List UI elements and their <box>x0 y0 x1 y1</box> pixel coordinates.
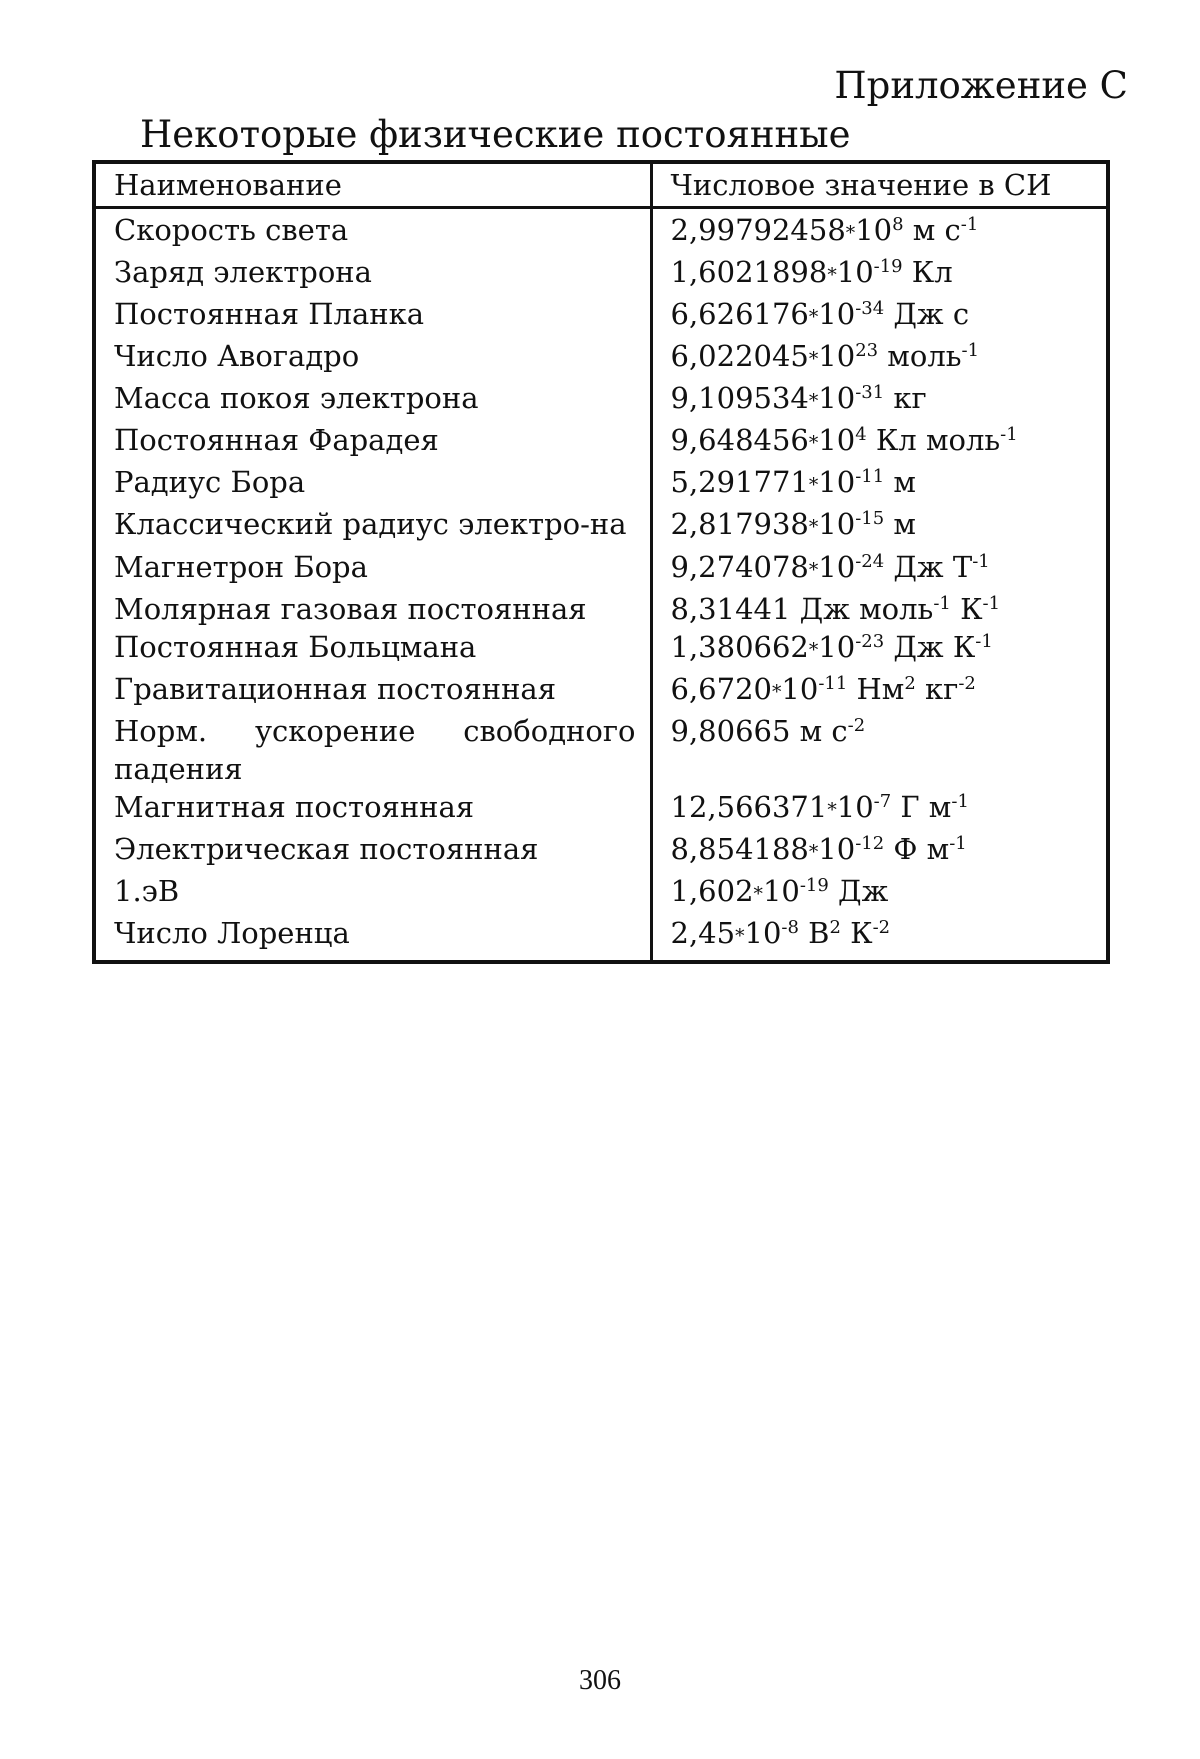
value-exponent: -23 <box>855 630 885 652</box>
value-text: Кл <box>902 255 953 290</box>
value-text: Дж К <box>884 629 976 664</box>
value-text: В <box>798 915 830 950</box>
constant-name: Число Авогадро <box>96 337 651 379</box>
value-text: Дж <box>828 873 889 908</box>
constant-value <box>651 337 1106 379</box>
constant-name: Молярная газовая постоянная <box>96 590 651 628</box>
constant-value <box>651 670 1106 712</box>
value-exponent: -7 <box>873 790 892 812</box>
constants-table <box>92 160 1110 964</box>
multiply-sign: * <box>771 681 782 703</box>
value-text: 10 <box>762 873 800 908</box>
constant-value <box>651 788 1106 830</box>
value-exponent: 2 <box>829 917 841 938</box>
constant-name: Норм. ускорение свободного падения <box>96 712 651 788</box>
table-row <box>96 253 1106 295</box>
value-exponent: -2 <box>958 672 976 694</box>
value-text: 10 <box>818 423 856 458</box>
table-row <box>96 295 1106 337</box>
page-number: 306 <box>579 1665 621 1696</box>
value-text: 6,022045 <box>670 339 809 374</box>
constant-name: Гравитационная постоянная <box>96 670 651 712</box>
value-exponent: -11 <box>855 466 885 488</box>
multiply-sign: * <box>808 349 819 371</box>
value-text: 2,99792458 <box>670 213 846 247</box>
constant-value <box>651 208 1106 254</box>
multiply-sign: * <box>808 517 819 539</box>
table-header-row <box>96 164 1106 208</box>
table-row <box>96 505 1106 547</box>
value-text: 10 <box>781 671 819 706</box>
value-text: 1,380662 <box>670 629 809 664</box>
value-exponent: -1 <box>961 340 980 362</box>
multiply-sign: * <box>735 925 745 947</box>
value-exponent: -15 <box>855 508 885 530</box>
constant-name: Число Лоренца <box>96 914 651 960</box>
value-text: 10 <box>818 339 856 374</box>
value-exponent: -12 <box>855 832 885 854</box>
table-row <box>96 628 1106 670</box>
value-exponent: 8 <box>892 214 904 236</box>
value-text: 5,291771 <box>670 465 809 500</box>
value-text: 1,602 <box>670 873 754 908</box>
constant-name: Магнетрон Бора <box>96 548 651 590</box>
multiply-sign: * <box>808 559 819 581</box>
value-text: К <box>950 591 983 626</box>
value-text: Дж с <box>884 297 970 332</box>
table-row <box>96 872 1106 914</box>
constant-value <box>651 872 1106 914</box>
value-exponent: -1 <box>949 832 967 854</box>
value-text: Г м <box>891 789 952 824</box>
value-exponent: -1 <box>1000 424 1018 446</box>
constant-name: 1.эВ <box>96 872 651 914</box>
constant-value <box>651 295 1106 337</box>
table-row <box>96 788 1106 830</box>
table-row <box>96 379 1106 421</box>
value-text: 9,109534 <box>670 381 809 416</box>
value-text: Нм <box>847 671 905 706</box>
value-text: 10 <box>818 507 856 542</box>
multiply-sign: * <box>808 307 819 329</box>
value-text: 8,854188 <box>670 831 809 866</box>
column-header-value: Числовое значение в СИ <box>651 164 1106 208</box>
value-exponent: -2 <box>872 917 891 938</box>
table-row <box>96 463 1106 505</box>
table-row <box>96 208 1106 254</box>
table-row <box>96 712 1106 788</box>
value-exponent: 2 <box>904 672 916 694</box>
table-row <box>96 830 1106 872</box>
multiply-sign: * <box>808 841 819 863</box>
value-text: кг <box>915 671 959 706</box>
table-row <box>96 548 1106 590</box>
constant-value <box>651 421 1106 463</box>
table-row <box>96 914 1106 960</box>
multiply-sign: * <box>808 475 819 497</box>
multiply-sign: * <box>845 223 856 245</box>
value-exponent: 4 <box>855 424 867 446</box>
value-text: 10 <box>818 297 856 332</box>
value-exponent: -1 <box>982 592 1001 614</box>
constant-value <box>651 463 1106 505</box>
constant-name: Электрическая постоянная <box>96 830 651 872</box>
constant-value <box>651 590 1106 628</box>
value-text: 10 <box>818 549 856 584</box>
value-text: 10 <box>818 381 856 416</box>
constant-name: Классический радиус электро-на <box>96 505 651 547</box>
table-row <box>96 421 1106 463</box>
value-text: Кл моль <box>866 423 1001 458</box>
appendix-label: Приложение С <box>834 64 1128 107</box>
multiply-sign: * <box>808 639 819 661</box>
value-text: 10 <box>818 831 856 866</box>
value-exponent: -1 <box>951 790 969 812</box>
constant-name: Магнитная постоянная <box>96 788 651 830</box>
table-row <box>96 590 1106 628</box>
value-text: 6,6720 <box>670 671 772 706</box>
value-text: 12,566371 <box>670 789 828 824</box>
value-exponent: 23 <box>855 340 879 362</box>
constant-name: Постоянная Планка <box>96 295 651 337</box>
page-title: Некоторые физические постоянные <box>140 113 851 156</box>
value-text: 1,6021898 <box>670 255 828 290</box>
multiply-sign: * <box>808 391 819 413</box>
value-exponent: -24 <box>855 550 885 572</box>
value-text: 10 <box>836 789 874 824</box>
value-text: Дж Т <box>884 549 973 584</box>
value-text: 9,648456 <box>670 423 809 458</box>
value-text: Ф м <box>884 831 950 866</box>
value-text: м с <box>903 213 961 247</box>
value-text: 2,45 <box>670 915 736 950</box>
constant-name: Заряд электрона <box>96 253 651 295</box>
value-text: 9,80665 м с <box>670 713 848 748</box>
value-text: кг <box>884 381 927 416</box>
table-body <box>96 208 1106 960</box>
constant-value <box>651 379 1106 421</box>
value-text: 10 <box>744 915 782 950</box>
value-exponent: -34 <box>855 298 885 320</box>
constant-value <box>651 253 1106 295</box>
value-exponent: -11 <box>818 672 848 694</box>
value-text: 6,626176 <box>670 297 809 332</box>
value-exponent: -8 <box>781 917 799 938</box>
value-text: 10 <box>836 255 874 290</box>
constant-value <box>651 505 1106 547</box>
constant-name: Постоянная Больцмана <box>96 628 651 670</box>
multiply-sign: * <box>827 265 837 287</box>
value-text: м <box>884 507 916 542</box>
constant-name: Радиус Бора <box>96 463 651 505</box>
multiply-sign: * <box>753 883 763 905</box>
value-exponent: -1 <box>972 550 990 572</box>
column-header-name: Наименование <box>96 164 651 208</box>
value-text: 8,31441 Дж моль <box>670 591 934 626</box>
value-text: 9,274078 <box>670 549 809 584</box>
value-text: м <box>884 465 916 500</box>
constant-value <box>651 712 1106 788</box>
value-text: 10 <box>818 629 856 664</box>
constant-value <box>651 548 1106 590</box>
value-exponent: -19 <box>799 874 829 896</box>
constant-value <box>651 628 1106 670</box>
value-exponent: -31 <box>855 382 885 404</box>
value-text: 2,817938 <box>670 507 809 542</box>
value-exponent: -2 <box>847 714 866 736</box>
constant-value <box>651 830 1106 872</box>
table-row <box>96 670 1106 712</box>
constant-name: Постоянная Фарадея <box>96 421 651 463</box>
value-text: 10 <box>818 465 856 500</box>
multiply-sign: * <box>827 799 837 821</box>
constant-value <box>651 914 1106 960</box>
value-exponent: -1 <box>933 592 951 614</box>
multiply-sign: * <box>808 433 819 455</box>
value-exponent: -19 <box>873 256 903 278</box>
value-text: К <box>840 915 873 950</box>
table-row <box>96 337 1106 379</box>
constant-name: Масса покоя электрона <box>96 379 651 421</box>
value-exponent: -1 <box>975 630 993 652</box>
value-exponent: -1 <box>960 214 979 236</box>
constant-name: Скорость света <box>96 208 651 254</box>
value-text: моль <box>878 339 962 374</box>
value-text: 10 <box>855 213 893 247</box>
